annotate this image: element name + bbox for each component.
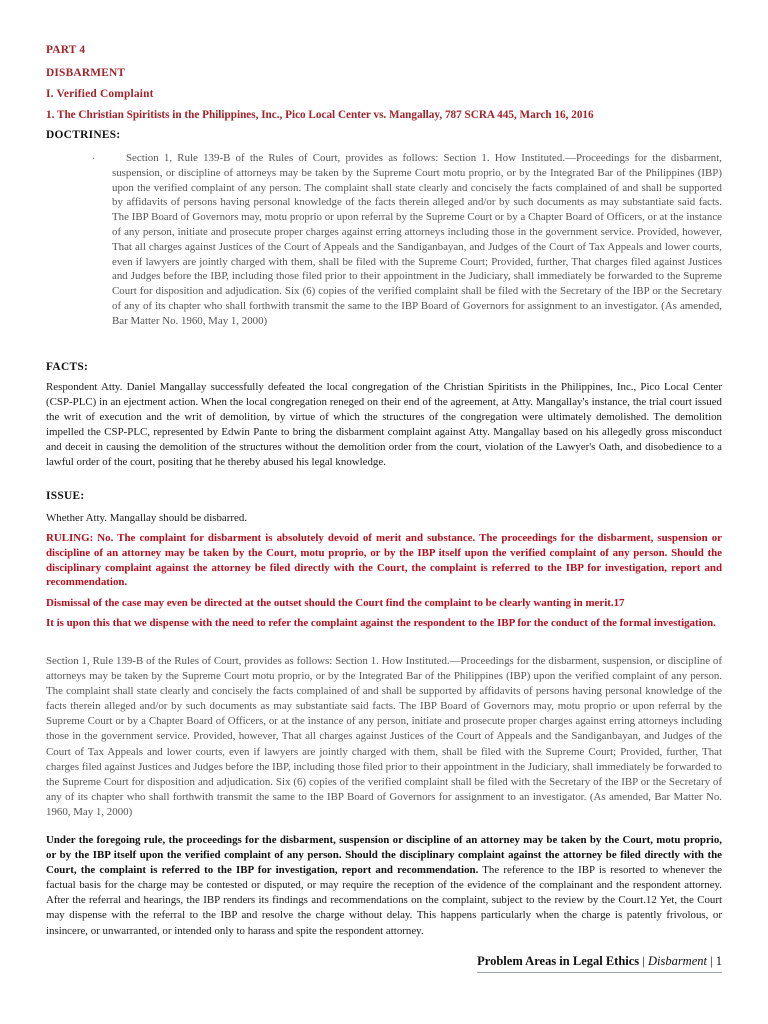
- issue-paragraph: Whether Atty. Mangallay should be disbarred.: [46, 512, 248, 524]
- analysis-paragraph: [46, 833, 722, 939]
- footer-title: Problem Areas in Legal Ethics: [477, 954, 640, 968]
- doctrine-paragraph: Section 1, Rule 139-B of the Rules of Court, provides as follows: Section 1. How Instituted.—Proceedings for the disbarment, suspension, or discipline of attorneys may be taken by the Supreme Court motu proprio, or by the Integrated Bar of the Philippines (IBP) upon the verified complaint of any person. The complaint shall state clearly and concisely the facts complained of and shall be supported by affidavits of persons having personal knowledge of the facts therein alleged and/or by such documents as may substantiate said facts. The IBP Board of Governors may, motu proprio or upon referral by the Supreme Court or by a Chapter Board of Officers, or at the instance of any person, initiate and prosecute proper charges against erring attorneys including those in the government service. Provided, however, That all charges against Justices of the Court of Appeals and the Sandiganbayan, and Judges of the Court of Tax Appeals and lower courts, even if lawyers are jointly charged with them, shall be filed with the Supreme Court; Provided, further, That charges filed against Justices and Judges before the IBP, including those filed prior to their appointment in the Judiciary, shall immediately be forwarded to the Supreme Court for disposition and adjudication. Six (6) copies of the verified complaint shall be filed with the Secretary of the IBP or the Secretary of any of its chapter who shall forthwith transmit the same to the IBP Board of Governors for assignment to an investigator. (As amended, Bar Matter No. 1960, May 1, 2000): [112, 152, 722, 327]
- analysis-bold-lead: Under the foregoing rule, the proceedings for the disbarment, suspension or discipline of an attorney may be taken by the Court, motu proprio, or by the IBP itself upon the verified complaint of any person. Should the disciplinary complaint against the attorney be filed directly with the Court, the complaint is referred to the IBP for investigation, report and recommendation.: [46, 834, 722, 877]
- issue-heading: ISSUE:: [46, 490, 85, 502]
- case-title: 1. The Christian Spiritists in the Philippines, Inc., Pico Local Center vs. Mangallay, 787 SCRA 445, March 16, 2016: [46, 109, 594, 121]
- section-heading: I. Verified Complaint: [46, 88, 154, 100]
- ruling-dispense: It is upon this that we dispense with the need to refer the complaint against the respondent to the IBP for the conduct of the formal investigation.: [46, 617, 716, 629]
- analysis-rest: The reference to the IBP is resorted to whenever the factual basis for the charge may be contested or disputed, or may require the reception of the evidence of the complainant and the respondent attorney. After the referral and hearings, the IBP renders its findings and recommendations on the complaint, subject to the review by the Court.12 Yet, the Court may dispense with the referral to the IBP and resolve the charge without delay. This happens particularly when the charge is patently frivolous, or insincere, or unwarranted, or intended only to harass and spite the respondent attorney.: [46, 864, 722, 937]
- footer-subject: Disbarment: [647, 954, 707, 968]
- facts-paragraph: Respondent Atty. Daniel Mangallay successfully defeated the local congregation of the Christian Spiritists in the Philippines, Inc., Pico Local Center (CSP-PLC) in an ejectment action. When the local congregation reneged on their end of the agreement, at Atty. Mangallay's instance, the trial court issued the writ of execution and the writ of demolition, by virtue of which the structures of the congregation were ultimately demolished. The demolition impelled the CSP-PLC, represented by Edwin Pante to bring the disbarment complaint against Atty. Mangallay based on his allegedly gross misconduct and deceit in causing the demolition of the structures without the demolition order from the court, violation of the Lawyer's Oath, and disobedience to a lawful order of the court, positing that he thereby abused his legal knowledge.: [46, 381, 722, 469]
- facts-heading: FACTS:: [46, 361, 89, 373]
- footer-separator: |: [706, 954, 716, 968]
- ruling-paragraph: RULING: No. The complaint for disbarment is absolutely devoid of merit and substance. The proceedings for the disbarment, suspension or discipline of an attorney may be taken by the Court, motu proprio, or by the IBP itself upon the verified complaint of any person. Should the disciplinary complaint against the attorney be filed directly with the Court, the complaint is referred to the IBP for investigation, report and recommendation.: [46, 532, 722, 589]
- part-heading: PART 4: [46, 44, 86, 56]
- topic-heading: DISBARMENT: [46, 67, 126, 79]
- page-footer: [477, 954, 722, 973]
- rule-quote-paragraph: Section 1, Rule 139-B of the Rules of Court, provides as follows: Section 1. How Instituted.—Proceedings for the disbarment, suspension, or discipline of attorneys may be taken by the Supreme Court motu proprio, or by the Integrated Bar of the Philippines (IBP) upon the verified complaint of any person. The complaint shall state clearly and concisely the facts complained of and shall be supported by affidavits of persons having personal knowledge of the facts therein alleged and/or by such documents as may substantiate said facts. The IBP Board of Governors may, motu proprio or upon referral by the Supreme Court or by a Chapter Board of Officers, or at the instance of any person, initiate and prosecute proper charges against erring attorneys including those in the government service. Provided, however, That all charges against Justices of the Court of Appeals and the Sandiganbayan, and Judges of the Court of Tax Appeals and lower courts, even if lawyers are jointly charged with them, shall be filed with the Supreme Court; Provided, further, That charges filed against Justices and Judges before the IBP, including those filed prior to their appointment in the Judiciary, shall immediately be forwarded to the Supreme Court for disposition and adjudication. Six (6) copies of the verified complaint shall be filed with the Secretary of the IBP or the Secretary of any of its chapter who shall forthwith transmit the same to the IBP Board of Governors for assignment to an investigator. (As amended, Bar Matter No. 1960, May 1, 2000): [46, 655, 722, 818]
- bullet-marker: ·: [92, 154, 96, 165]
- footer-separator: |: [639, 954, 648, 968]
- doctrines-heading: DOCTRINES:: [46, 129, 121, 141]
- ruling-dismissal: Dismissal of the case may even be directed at the outset should the Court find the complaint to be clearly wanting in merit.17: [46, 597, 625, 609]
- page-number: 1: [715, 954, 722, 968]
